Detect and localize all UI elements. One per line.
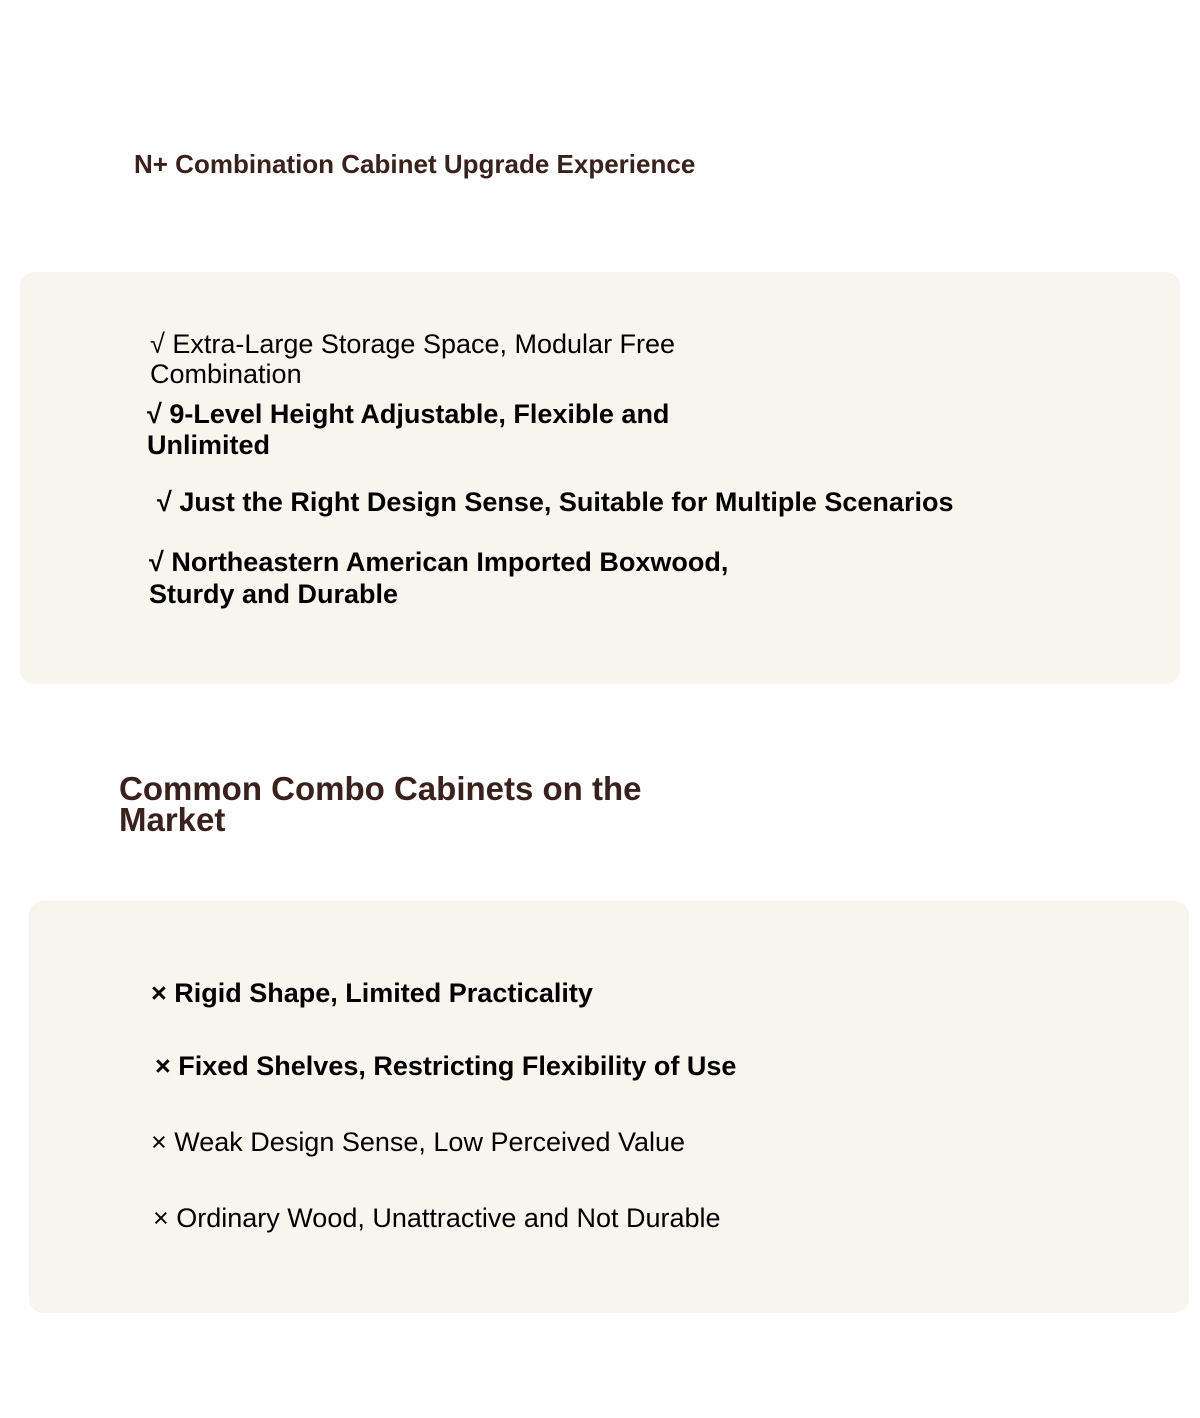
common-drawbacks-panel xyxy=(29,901,1189,1313)
upgrade-feature-item-3: √ Just the Right Design Sense, Suitable for Multiple Scenarios xyxy=(157,487,954,517)
upgrade-feature-item-2: √ 9-Level Height Adjustable, Flexible and Unlimited xyxy=(147,399,670,460)
common-drawback-item-2: × Fixed Shelves, Restricting Flexibility of Use xyxy=(155,1051,737,1081)
common-drawback-item-3: × Weak Design Sense, Low Perceived Value xyxy=(151,1127,686,1157)
upgrade-feature-item-4: √ Northeastern American Imported Boxwood, Sturdy and Durable xyxy=(149,547,729,609)
common-drawback-item-4: × Ordinary Wood, Unattractive and Not Durable xyxy=(153,1203,721,1233)
common-drawback-item-1: × Rigid Shape, Limited Practicality xyxy=(151,978,593,1008)
upgrade-heading: N+ Combination Cabinet Upgrade Experience xyxy=(134,149,696,179)
upgrade-feature-item-1: √ Extra-Large Storage Space, Modular Free Combination xyxy=(150,329,676,389)
common-heading: Common Combo Cabinets on the Market xyxy=(119,770,642,838)
